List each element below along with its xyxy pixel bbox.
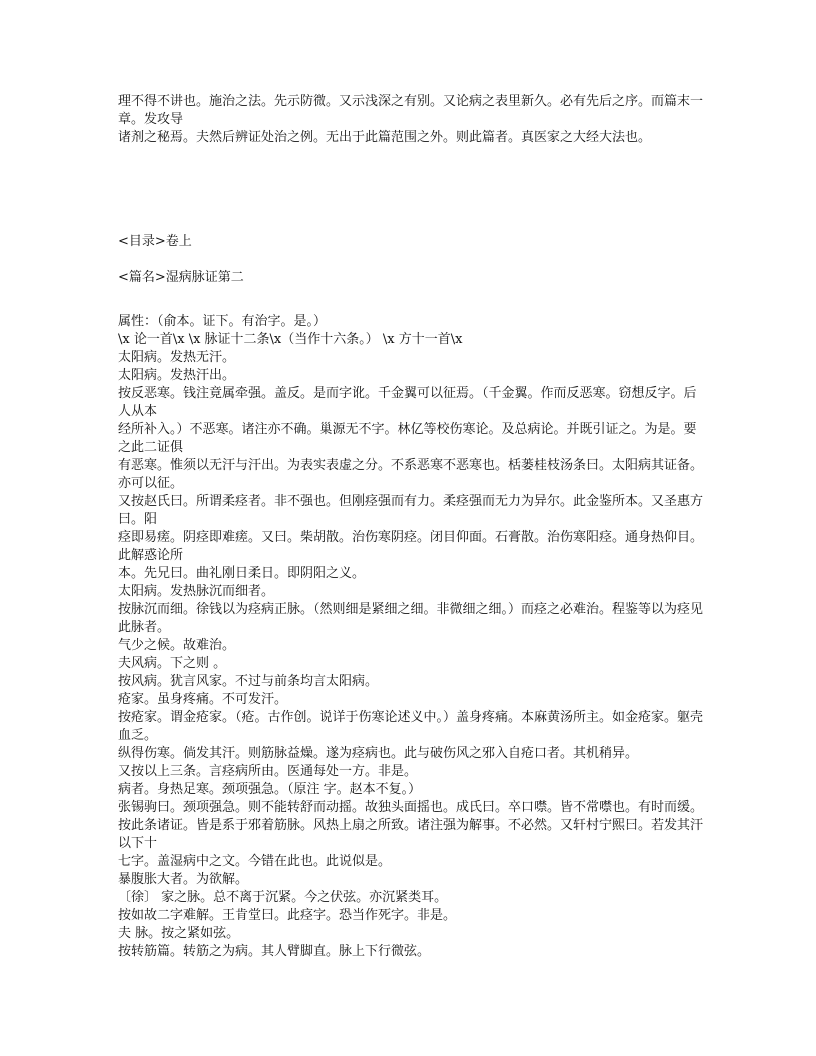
body-line: 病者。身热足寒。颈项强急。（原注 字。赵本不复。）: [118, 782, 422, 797]
body-line: 气少之候。故难治。: [118, 638, 236, 653]
body-line: 张锡驹曰。颈项强急。则不能转舒而动摇。故独头面摇也。成氏曰。卒口噤。皆不常噤也。有时而缓。: [118, 800, 704, 815]
document-page: [118, 93, 708, 961]
summary-line: \x 论一首\x \x 脉证十二条\x（当作十六条。） \x 方十一首\x: [118, 332, 463, 347]
intro-paragraph-2: 诸剂之秘焉。夫然后辨证处治之例。无出于此篇范围之外。则此篇者。真医家之大经大法也。: [118, 130, 652, 145]
body-line: 按风病。犹言风家。不过与前条均言太阳病。: [118, 674, 379, 689]
body-line: 太阳病。发热无汗。: [118, 350, 236, 365]
spacer: [118, 305, 708, 313]
body-line: 按此条诸证。皆是系于邪着筋脉。风热上扇之所致。诸注强为解事。不必然。又轩村宁熙曰。若发其汗以下十: [118, 818, 704, 851]
body-line: 太阳病。发热脉沉而细者。: [118, 584, 275, 599]
body-line: 夫 脉。按之紧如弦。: [118, 926, 240, 941]
body-line: 太阳病。发热汗出。: [118, 368, 236, 383]
body-line: 有恶寒。惟须以无汗与汗出。为表实表虚之分。不系恶寒不恶寒也。栝蒌桂枝汤条曰。太阳病其证备。亦可以征。: [118, 458, 704, 491]
toc-heading: <目录>卷上: [118, 234, 192, 249]
attribute-line: 属性：（俞本。证下。有治字。是。）: [118, 314, 327, 329]
spacer: [118, 287, 708, 305]
body-line: 暴腹胀大者。为欲解。: [118, 872, 249, 887]
body-line: 按疮家。谓金疮家。（疮。古作创。说详于伤寒论述义中。）盖身疼痛。本麻黄汤所主。如金疮家。躯壳血乏。: [118, 710, 704, 743]
spacer: [118, 147, 708, 233]
body-line: 疮家。虽身疼痛。不可发汗。: [118, 692, 288, 707]
body-line: 按如故二字难解。王肯堂曰。此痉字。恐当作死字。非是。: [118, 908, 457, 923]
body-line: 按脉沉而细。徐钱以为痉病正脉。（然则细是紧细之细。非微细之细。）而痉之必难治。程鉴等以为痉见此脉者。: [118, 602, 704, 635]
body-line: 本。先兄曰。曲礼刚日柔日。即阴阳之义。: [118, 566, 366, 581]
spacer: [118, 251, 708, 269]
body-line: 〔徐〕 家之脉。总不离于沉紧。今之伏弦。亦沉紧类耳。: [118, 890, 448, 905]
intro-paragraph-1: 理不得不讲也。施治之法。先示防微。又示浅深之有别。又论病之表里新久。必有先后之序。而篇末一章。发攻导: [118, 94, 704, 127]
body-line: 又按以上三条。言痉病所由。医通每处一方。非是。: [118, 764, 418, 779]
body-line: 按反恶寒。钱注竟属牵强。盖反。是而字讹。千金翼可以征焉。（千金翼。作而反恶寒。窃想反字。后人从本: [118, 386, 697, 419]
body-line: 经所补入。）不恶寒。诸注亦不确。巢源无不字。林亿等校伤寒论。及总病论。并既引证之。为是。要之此二证俱: [118, 422, 697, 455]
body-line: 夫风病。下之则 。: [118, 656, 227, 671]
body-line: 纵得伤寒。倘发其汗。则筋脉益燥。遂为痉病也。此与破伤风之邪入自疮口者。其机稍异。: [118, 746, 639, 761]
body-line: 又按赵氏曰。所谓柔痉者。非不强也。但刚痉强而有力。柔痉强而无力为异尔。此金鉴所本。又圣惠方曰。阳: [118, 494, 704, 527]
body-line: 按转筋篇。转筋之为病。其人臂脚直。脉上下行微弦。: [118, 944, 431, 959]
chapter-title: <篇名>湿病脉证第二: [118, 270, 244, 285]
body-line: 痉即易瘥。阴痉即难瘥。又曰。柴胡散。治伤寒阴痉。闭目仰面。石膏散。治伤寒阳痉。通身热仰目。此解惑论所: [118, 530, 704, 563]
body-line: 七字。盖湿病中之文。今错在此也。此说似是。: [118, 854, 392, 869]
